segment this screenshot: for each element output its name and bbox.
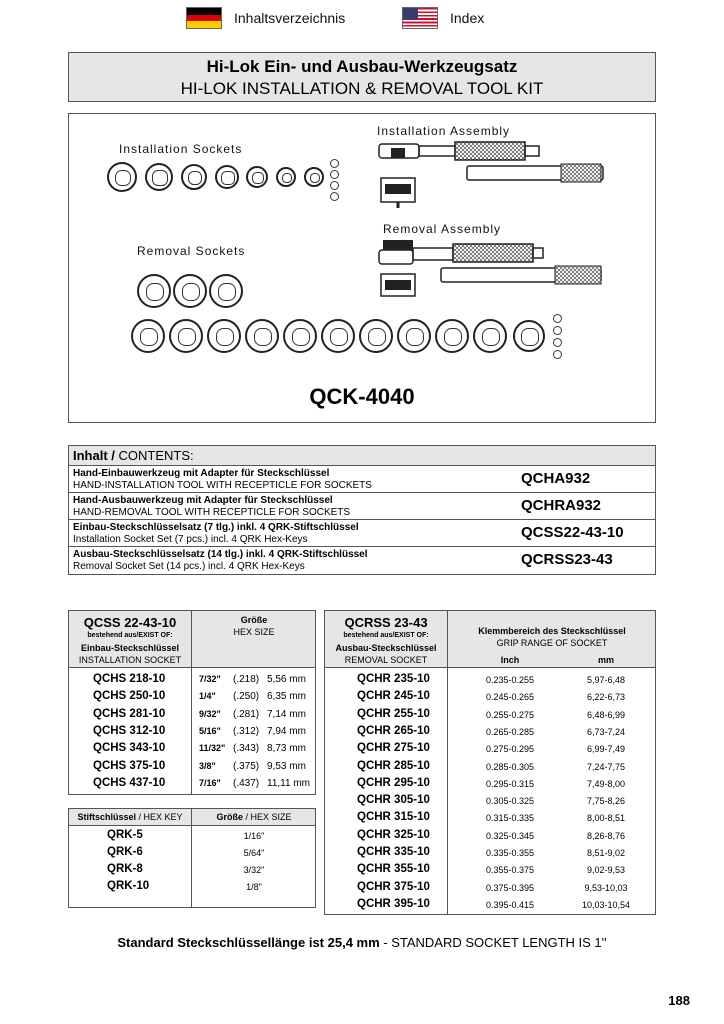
hex-size-decimal: (.375) [233,760,260,772]
removal-socket-icon [397,319,431,353]
removal-socket-icon [245,319,279,353]
nav-label-inhaltsverzeichnis: Inhaltsverzeichnis [234,10,346,26]
hex-key-icon [553,314,562,323]
removal-socket-icon [435,319,469,353]
table-row [69,725,315,742]
footer-note-de: Standard Steckschlüssellänge ist 25,4 mm [117,935,380,950]
grip-range-inch: 0.335-0.355 [485,848,535,858]
hex-size-fraction: 9/32" [199,708,221,719]
qcss-table-header [69,611,315,668]
table-row [325,794,655,811]
removal-socket-icon [321,319,355,353]
hexkey-header-de: Stiftschlüssel [77,812,136,822]
table-row [69,690,315,707]
qcss-consists: bestehend aus/EXIST OF: [87,632,173,639]
nav-link-inhaltsverzeichnis[interactable] [186,6,345,30]
table-row [69,863,315,880]
part-number: QCHS 437-10 [93,776,166,789]
hex-size-decimal: (.281) [233,708,260,720]
installation-socket-icon [215,165,239,189]
removal-socket-icon [283,319,317,353]
part-number: QCHR 335-10 [357,846,430,858]
part-number: QCHR 245-10 [357,690,430,703]
hex-size: 1/8" [246,882,262,892]
removal-socket-icon [137,274,171,308]
contents-header-de: Inhalt / [73,448,119,463]
table-row [69,673,315,690]
contents-header-en: CONTENTS: [118,448,194,463]
grip-range-inch: 0.275-0.295 [485,744,535,755]
qcrss-table-header [325,611,655,668]
hex-key-icon [330,192,339,201]
qcrss-name-de: Ausbau-Steckschlüssel [335,643,437,653]
removal-socket-icon [209,274,243,308]
part-number: QCHR 325-10 [357,828,430,841]
hex-size-decimal: (.250) [233,691,260,703]
grip-range-mm: 7,75-8,26 [586,796,626,807]
hex-size-decimal: (.437) [233,777,260,789]
grip-range-inch: 0.325-0.345 [485,830,535,841]
hex-key-icon [553,326,562,335]
removal-assembly-caption: Removal Assembly [383,222,502,236]
hex-size-fraction: 7/16" [199,777,221,788]
hex-size: 5/64" [243,848,265,858]
contents-row-en: HAND-INSTALLATION TOOL WITH RECEPTICLE FOR SOCKETS [73,480,372,491]
part-number: QCHS 218-10 [93,673,166,685]
installation-socket-icon [246,166,268,188]
hex-key-icon [553,338,562,347]
part-number: QCHR 375-10 [357,880,430,893]
table-row [325,690,655,707]
grip-range-mm: 8,00-8,51 [586,813,626,824]
hex-size-mm: 7,94 mm [267,725,306,737]
hex-size-decimal: (.218) [233,674,260,685]
removal-socket-icon [473,319,507,353]
qcss-name-de: Einbau-Steckschlüssel [80,643,180,653]
hex-size-fraction: 5/16" [199,725,221,736]
removal-socket-icon [513,320,545,352]
part-number: QCHR 255-10 [357,707,430,720]
hexkey-header-en: / HEX KEY [136,812,183,822]
installation-socket-icon [181,164,207,190]
part-number: QCHS 312-10 [93,724,166,737]
hex-size-fraction: 7/32" [199,674,221,684]
hex-key-icon [330,159,339,168]
installation-socket-icon [145,163,173,191]
table-row [325,811,655,828]
hex-size-mm: 9,53 mm [267,760,306,772]
grip-range-inch: 0.305-0.325 [485,796,535,807]
grip-range-inch: 0.235-0.255 [485,675,535,685]
removal-socket-icon [173,274,207,308]
german-flag-icon [186,7,222,29]
contents-row [69,466,655,493]
hexkey-header-label [69,812,191,822]
contents-row-code: QCHA932 [521,470,591,487]
contents-row [69,493,655,520]
us-flag-icon [402,7,438,29]
grip-range-inch: 0.375-0.395 [485,882,535,893]
contents-row-en: Installation Socket Set (7 pcs.) incl. 4 QRK Hex-Keys [73,534,308,545]
hexkey-table [68,808,316,908]
grip-range-inch: 0.355-0.375 [485,865,535,876]
qcrss-name-en: REMOVAL SOCKET [344,655,428,665]
footer-note [0,935,724,950]
title-english: HI-LOK INSTALLATION & REMOVAL TOOL KIT [180,79,544,98]
removal-socket-icon [207,319,241,353]
part-number: QCHR 395-10 [357,897,430,910]
grip-range-mm: 6,99-7,49 [586,744,626,755]
contents-row-en: Removal Socket Set (14 pcs.) incl. 4 QRK Hex-Keys [73,561,305,572]
title-german: Hi-Lok Ein- und Ausbau-Werkzeugsatz [206,57,518,76]
removal-tool-icon [375,238,635,304]
part-number: QCHR 285-10 [357,759,430,772]
part-number: QCHS 375-10 [93,759,166,772]
table-row [325,708,655,725]
hex-size: 3/32" [243,865,265,875]
part-number: QRK-8 [107,863,143,875]
table-row [325,777,655,794]
contents-header [69,446,655,466]
part-number: QRK-5 [107,829,143,841]
qcrss-consists: bestehend aus/EXIST OF: [343,632,429,639]
table-row [69,880,315,897]
removal-sockets-caption: Removal Sockets [137,244,246,258]
hex-size-mm: 7,14 mm [267,708,306,720]
contents-row [69,547,655,574]
hex-size-mm: 5,56 mm [267,674,306,685]
hex-key-icon [553,350,562,359]
part-number: QCHR 295-10 [357,776,430,789]
contents-row-code: QCSS22-43-10 [521,524,624,541]
qcrss-mm-header: mm [597,655,614,665]
qcss-table [68,610,316,795]
hex-key-icon [330,170,339,179]
hex-size-fraction: 3/8" [199,760,216,771]
contents-row-code: QCRSS23-43 [521,551,613,568]
installation-tool-icon [371,138,631,208]
hex-size-mm: 11,11 mm [267,777,310,789]
hexkey-size-de: Größe [216,812,243,822]
top-nav [0,6,724,30]
qcss-size-en: HEX SIZE [233,627,275,637]
footer-note-en: - STANDARD SOCKET LENGTH IS 1'' [379,935,607,950]
table-row [69,846,315,863]
grip-range-inch: 0.395-0.415 [485,899,535,910]
table-row [69,708,315,725]
grip-range-mm: 9,02-9,53 [586,865,626,876]
table-row [325,829,655,846]
hex-size-mm: 8,73 mm [267,743,306,755]
grip-range-mm: 9,53-10,03 [584,882,628,893]
nav-label-index: Index [450,10,485,26]
part-number: QCHR 275-10 [357,742,430,755]
hex-size-fraction: 11/32" [199,743,226,754]
table-row [325,846,655,863]
grip-range-mm: 5,97-6,48 [586,675,626,685]
installation-assembly-caption: Installation Assembly [377,124,511,138]
grip-range-mm: 6,73-7,24 [586,726,626,737]
part-number: QCHR 265-10 [357,724,430,737]
installation-socket-icon [276,167,296,187]
installation-socket-icon [304,167,324,187]
hexkey-table-header [69,809,315,826]
hex-size: 1/16" [243,831,265,841]
hex-key-icon [330,181,339,190]
contents-row-de: Hand-Einbauwerkzeug mit Adapter für Steckschlüssel [73,468,330,479]
table-row [69,777,315,794]
hex-size-fraction: 1/4" [199,691,216,702]
contents-row-de: Hand-Ausbauwerkzeug mit Adapter für Steckschlüssel [73,495,333,506]
qcss-title: QCSS 22-43-10 [83,615,177,630]
removal-socket-icon [169,319,203,353]
table-row [69,829,315,846]
grip-range-inch: 0.245-0.265 [485,692,535,703]
grip-range-inch: 0.285-0.305 [485,761,535,772]
table-row [325,760,655,777]
grip-range-mm: 7,49-8,00 [586,778,626,789]
nav-link-index[interactable] [402,6,484,30]
grip-range-mm: 8,26-8,76 [586,830,626,841]
installation-sockets-caption: Installation Sockets [119,142,243,156]
part-number: QCHR 235-10 [357,673,430,685]
qcrss-grip-en: GRIP RANGE OF SOCKET [496,638,608,648]
table-row [69,742,315,759]
contents-box [68,445,656,575]
grip-range-inch: 0.255-0.275 [485,709,535,720]
part-number: QCHR 355-10 [357,863,430,876]
installation-socket-icon [107,162,137,192]
table-row [325,725,655,742]
hexkey-size-label [191,812,317,822]
table-row [325,673,655,690]
grip-range-mm: 10,03-10,54 [581,899,631,910]
qcrss-table [324,610,656,915]
contents-row-de: Ausbau-Steckschlüsselsatz (14 tlg.) inkl. 4 QRK-Stiftschlüssel [73,549,368,560]
title-box [68,52,656,102]
grip-range-mm: 6,22-6,73 [586,692,626,703]
page-number: 188 [668,993,690,1008]
hex-size-mm: 6,35 mm [267,691,306,703]
table-row [325,881,655,898]
part-number: QCHS 250-10 [93,690,166,703]
qcss-name-en: INSTALLATION SOCKET [78,655,182,665]
part-number: QCHR 315-10 [357,811,430,824]
qcrss-grip-de: Klemmbereich des Steckschlüssel [478,626,626,636]
part-number: QCHS 281-10 [93,707,166,720]
grip-range-mm: 7,24-7,75 [586,761,626,772]
part-number: QCHR 305-10 [357,794,430,807]
grip-range-inch: 0.265-0.285 [485,726,535,737]
part-number: QRK-6 [107,846,143,858]
table-row [325,742,655,759]
qcrss-title: QCRSS 23-43 [344,615,428,630]
contents-row-en: HAND-REMOVAL TOOL WITH RECEPTICLE FOR SOCKETS [73,507,351,518]
grip-range-mm: 6,48-6,99 [586,709,626,720]
hexkey-size-en: / HEX SIZE [243,812,292,822]
part-number: QRK-10 [107,880,150,892]
removal-socket-icon [131,319,165,353]
product-image-box [68,113,656,423]
table-row [69,760,315,777]
qcss-size-de: Größe [240,615,268,625]
removal-socket-icon [359,319,393,353]
grip-range-mm: 8,51-9,02 [586,848,626,858]
contents-row [69,520,655,547]
table-row [325,863,655,880]
part-number: QCHS 343-10 [93,742,166,755]
contents-row-code: QCHRA932 [521,497,602,514]
grip-range-inch: 0.295-0.315 [485,778,535,789]
qcrss-inch-header: Inch [500,655,520,665]
hex-size-decimal: (.312) [233,725,260,737]
product-code: QCK-4040 [309,384,415,409]
contents-row-de: Einbau-Steckschlüsselsatz (7 tlg.) inkl. 4 QRK-Stiftschlüssel [73,522,359,533]
hex-size-decimal: (.343) [233,743,260,755]
grip-range-inch: 0.315-0.335 [485,813,535,824]
table-row [325,898,655,915]
